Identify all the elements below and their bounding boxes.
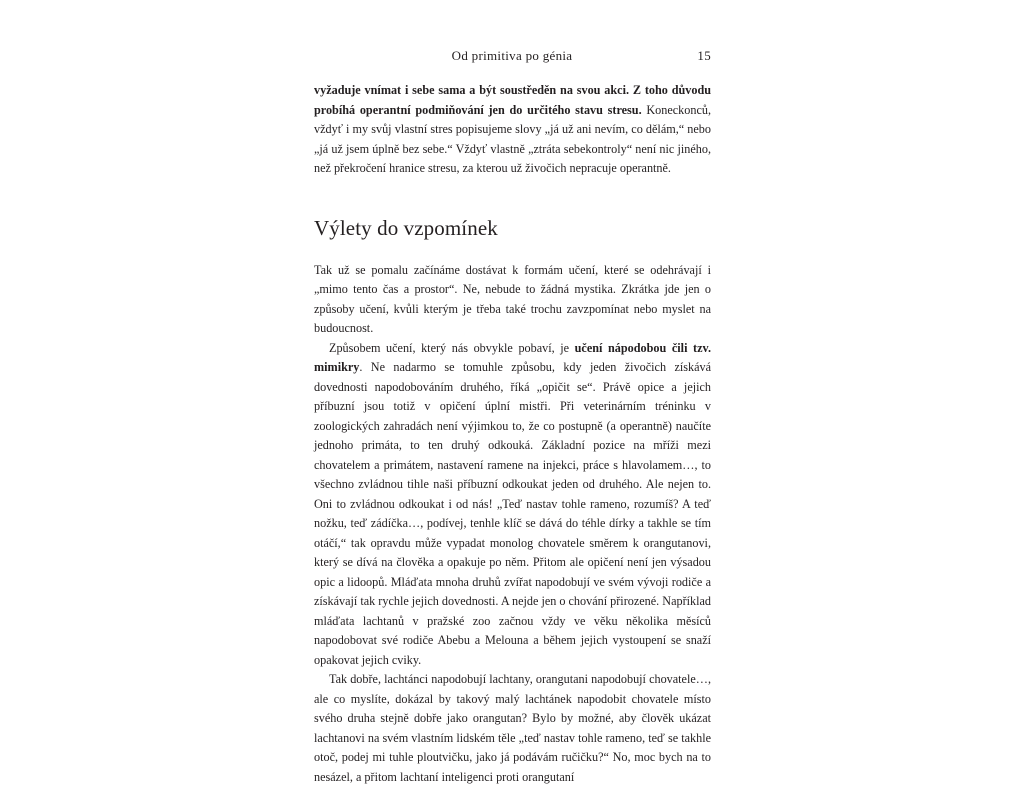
section-heading: Výlety do vzpomínek (314, 215, 498, 240)
text-block (314, 81, 711, 787)
running-header (313, 47, 711, 65)
intro-bold-text: vyžaduje vnímat i sebe sama a být soustředěn na svou akci. Z toho důvodu probíhá operantní podmiňování jen do určitého stavu stresu. (314, 83, 711, 117)
page-number: 15 (697, 48, 711, 63)
running-title: Od primitiva po génia (451, 48, 573, 63)
intro-text: Koneckonců, vždyť i my svůj vlastní stres popisujeme slovy „já už ani nevím, co dělám,“ nebo „já už jsem úplně bez sebe.“ Vždyť vlastně „ztráta sebekontroly“ není nic jiného, než překročení hranice stresu, za kterou už živočich nepracuje operantně. (314, 102, 711, 175)
section-paragraph-2 (314, 339, 711, 671)
paragraph-2-lead: Způsobem učení, který nás obvykle pobaví, je (329, 340, 575, 355)
section-paragraph-1: Tak už se pomalu začínáme dostávat k formám učení, které se odehrávají i „mimo tento čas a prostor“. Ne, nebude to žádná mystika. Zkrátka jde jen o způsoby učení, kvůli kterým je třeba také trochu zavzpomínat nebo myslet na budoucnost. (314, 262, 711, 335)
paragraph-2-body: . Ne nadarmo se tomuhle způsobu, kdy jeden živočich získává dovednosti napodobováním druhého, říká „opičit se“. Právě opice a jejich příbuzní jsou totiž v opičení úplní mistři. Při veterinárním tréninku v zoologických zahradách není výjimkou to, že co postupně (a operantně) naučíte jednoho primáta, to ten druhý odkouká. Základní pozice na mříži mezi chovatelem a primátem, nastavení ramene na injekci, práce s hlavolamem…, to všechno zvládnou tihle naši příbuzní odkoukat jeden od druhého. Ale nejen to. Oni to zvládnou odkoukat i od nás! „Teď nastav tohle rameno, rozumíš? A teď nožku, teď zádíčka…, podívej, tenhle klíč se dává do téhle dírky a takhle se tím otáčí,“ tak opravdu může vypadat monolog chovatele směrem k orangutanovi, který se dívá na člověka a opakuje po něm. Přitom ale opičení není jen výsadou opic a lidoopů. Mláďata mnoha druhů zvířat napodobují ve svém vývoji rodiče a získávají tak rychle jejich dovednosti. A nejde jen o chování přirozené. Například mláďata lachtanů v pražské zoo začnou vždy ve věku několika měsíců napodobovat své rodiče Abebu a Melouna a během jejich vystoupení se snaží opakovat jejich cviky. (314, 360, 711, 667)
intro-paragraph (314, 81, 711, 179)
paragraph-2-bold-term: učení nápodobou čili tzv. mimikry (314, 340, 711, 374)
section-paragraph-3: Tak dobře, lachtánci napodobují lachtany, orangutani napodobují chovatele…, ale co myslíte, dokázal by takový malý lachtánek napodobit chovatele místo svého druha stejně dobře jako orangutan? Bylo by možné, aby člověk ukázat lachtanovi na svém vlastním lidském těle „teď nastav tohle rameno, teď se takhle otoč, podej mi tuhle ploutvičku, jako já podávám ručičku?“ No, moc bych na to nesázel, a přitom lachtaní inteligenci proti orangutaní (314, 672, 711, 784)
